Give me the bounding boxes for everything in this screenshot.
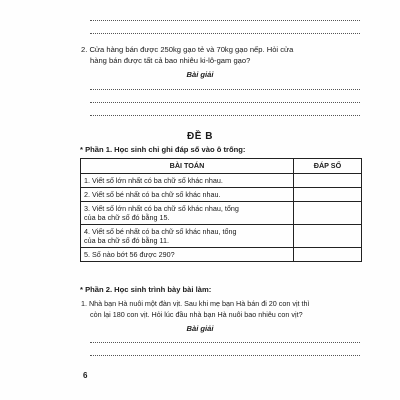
answer-cell[interactable] [293, 174, 361, 188]
solution-label: Bài giải [186, 70, 214, 79]
answer-table [80, 158, 362, 262]
table-row [81, 174, 362, 188]
page-number: 6 [83, 371, 88, 380]
column-header-answer: ĐÁP SỐ [293, 159, 361, 174]
part-1-title: * Phần 1. Học sinh chỉ ghi đáp số vào ô trống: [80, 145, 246, 154]
problem-cell: 4. Viết số bé nhất có ba chữ số khác nhau, tổng của ba chữ số đó bằng 11. [81, 225, 294, 248]
table-row [81, 188, 362, 202]
answer-cell[interactable] [293, 188, 361, 202]
problem-cell: 1. Viết số lớn nhất có ba chữ số khác nhau. [81, 174, 294, 188]
problem-cell: 5. Số nào bớt 56 được 290? [81, 248, 294, 262]
part-2-problem-1-line-2: còn lại 180 con vịt. Hỏi lúc đầu nhà bạn Hà nuôi bao nhiêu con vịt? [90, 310, 303, 319]
answer-line [90, 33, 360, 34]
problem-2-line-2: hàng bán được tất cả bao nhiêu ki-lô-gam gạo? [90, 56, 251, 65]
part-2-title: * Phần 2. Học sinh trình bày bài làm: [80, 285, 212, 294]
answer-line [90, 89, 360, 90]
part-2-problem-1-line-1: 1. Nhà bạn Hà nuôi một đàn vịt. Sau khi mẹ bạn Hà bán đi 20 con vịt thì [81, 299, 310, 308]
answer-cell[interactable] [293, 202, 361, 225]
table-row [81, 202, 362, 225]
column-header-problem: BÀI TOÁN [81, 159, 294, 174]
exam-title: ĐỀ B [187, 131, 213, 142]
answer-line [90, 102, 360, 103]
problem-2-line-1: 2. Cửa hàng bán được 250kg gạo tẻ và 70kg gạo nếp. Hỏi cửa [81, 45, 294, 54]
problem-cell: 3. Viết số lớn nhất có ba chữ số khác nhau, tổng của ba chữ số đó bằng 15. [81, 202, 294, 225]
answer-cell[interactable] [293, 248, 361, 262]
answer-cell[interactable] [293, 225, 361, 248]
table-row [81, 248, 362, 262]
table-header-row [81, 159, 362, 174]
answer-line [90, 342, 360, 343]
answer-line [90, 20, 360, 21]
answer-line [90, 115, 360, 116]
solution-label: Bài giải [186, 324, 214, 333]
table-row [81, 225, 362, 248]
answer-line [90, 355, 360, 356]
problem-cell: 2. Viết số bé nhất có ba chữ số khác nhau. [81, 188, 294, 202]
